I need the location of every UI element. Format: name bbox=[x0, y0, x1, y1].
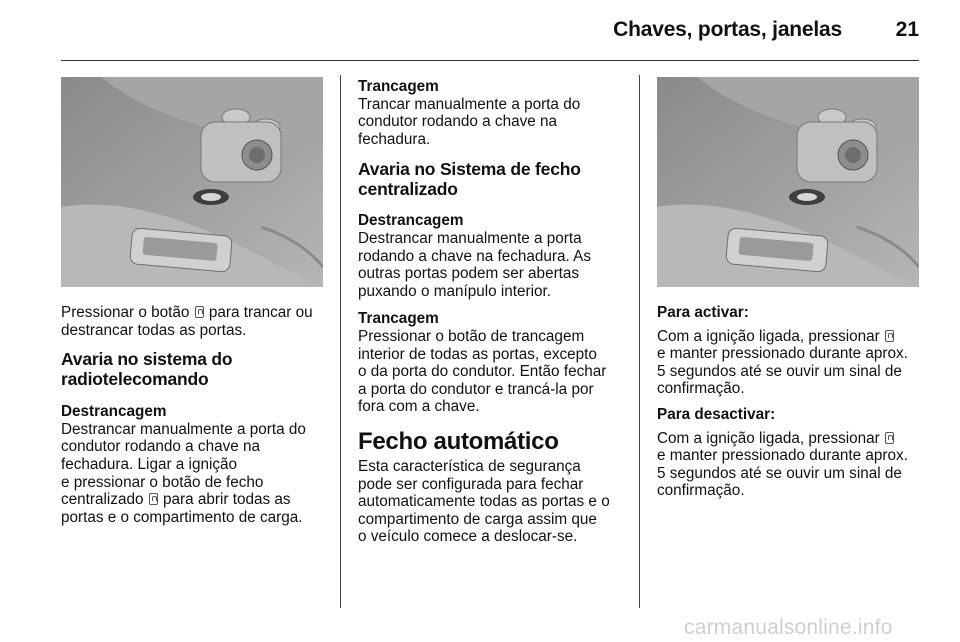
paragraph-auto-lock bbox=[358, 458, 633, 546]
subheading-unlocking: Destrancagem bbox=[358, 212, 464, 230]
lock-icon bbox=[195, 306, 204, 318]
overhead-console-drawing bbox=[61, 77, 323, 287]
text: Com a ignição ligada, pressionar bbox=[657, 429, 880, 447]
text: 5 segundos até se ouvir um sinal de bbox=[657, 464, 902, 482]
text: outras portas podem ser abertas bbox=[358, 265, 580, 283]
page-header bbox=[0, 0, 960, 60]
text: fechadura. bbox=[358, 130, 431, 148]
heading-remote-failure bbox=[61, 349, 336, 389]
lock-icon bbox=[885, 432, 894, 444]
right-column bbox=[657, 304, 932, 500]
text: interior de todas as portas, excepto bbox=[358, 345, 597, 363]
watermark: carmanualsonline.info bbox=[684, 616, 893, 639]
paragraph-locking-interior bbox=[358, 328, 633, 416]
text: automaticamente todas as portas e o bbox=[358, 493, 610, 511]
text: Trancar manualmente a porta do bbox=[358, 95, 581, 113]
heading-central-lock-failure bbox=[358, 159, 633, 199]
text: Com a ignição ligada, pressionar bbox=[657, 327, 880, 345]
paragraph-activate bbox=[657, 328, 932, 398]
left-column bbox=[61, 304, 336, 526]
text: para trancar ou bbox=[208, 304, 313, 321]
paragraph-unlocking-manual bbox=[358, 230, 633, 300]
heading-line: Avaria no sistema do bbox=[61, 349, 233, 370]
heading-line: Avaria no Sistema de fecho bbox=[358, 159, 581, 180]
text: centralizado bbox=[61, 491, 144, 509]
heading-line: centralizado bbox=[358, 179, 458, 200]
subheading-locking: Trancagem bbox=[358, 310, 439, 328]
lock-icon bbox=[885, 330, 894, 342]
text: e pressionar o botão de fecho bbox=[61, 473, 264, 491]
subheading-deactivate: Para desactivar: bbox=[657, 405, 776, 423]
middle-column bbox=[358, 78, 633, 546]
text: Esta característica de segurança bbox=[358, 457, 581, 475]
paragraph-locking-manual bbox=[358, 96, 633, 149]
lock-icon bbox=[149, 493, 158, 505]
text: condutor rodando a chave na bbox=[358, 113, 558, 131]
text: 5 segundos até se ouvir um sinal de bbox=[657, 362, 902, 380]
overhead-console-illustration-right bbox=[657, 77, 919, 287]
paragraph-unlocking bbox=[61, 421, 336, 527]
text: condutor rodando a chave na bbox=[61, 438, 261, 456]
heading-auto-lock: Fecho automático bbox=[358, 427, 559, 455]
text: e manter pressionado durante aprox. bbox=[657, 447, 908, 465]
text: o da porta do condutor. Então fechar bbox=[358, 363, 607, 381]
text: confirmação. bbox=[657, 380, 745, 398]
column-divider-left bbox=[340, 75, 341, 608]
paragraph-lock-button bbox=[61, 304, 336, 339]
text: portas e o compartimento de carga. bbox=[61, 508, 303, 526]
text: o veículo comece a deslocar-se. bbox=[358, 528, 578, 546]
paragraph-deactivate bbox=[657, 430, 932, 500]
text: e manter pressionado durante aprox. bbox=[657, 345, 908, 363]
text: compartimento de carga assim que bbox=[358, 510, 597, 528]
overhead-console-drawing bbox=[657, 77, 919, 287]
subheading-unlocking: Destrancagem bbox=[61, 403, 167, 421]
text: Destrancar manualmente a porta do bbox=[61, 420, 306, 438]
subheading-activate: Para activar: bbox=[657, 304, 749, 321]
overhead-console-illustration-left bbox=[61, 77, 323, 287]
text: confirmação. bbox=[657, 482, 745, 500]
text: Destrancar manualmente a porta bbox=[358, 229, 582, 247]
text: puxando o manípulo interior. bbox=[358, 282, 552, 300]
text: fora com a chave. bbox=[358, 398, 480, 416]
text: Pressionar o botão bbox=[61, 304, 190, 321]
subheading-locking: Trancagem bbox=[358, 78, 439, 95]
page-number: 21 bbox=[895, 18, 919, 41]
text: a porta do condutor e trancá-la por bbox=[358, 380, 594, 398]
page-title: Chaves, portas, janelas bbox=[613, 18, 842, 41]
text: destrancar todas as portas. bbox=[61, 321, 247, 339]
text: pode ser configurada para fechar bbox=[358, 475, 584, 493]
column-divider-right bbox=[639, 75, 640, 608]
text: Pressionar o botão de trancagem bbox=[358, 327, 585, 345]
text: fechadura. Ligar a ignição bbox=[61, 455, 238, 473]
text: para abrir todas as bbox=[162, 491, 291, 509]
header-rule bbox=[61, 60, 919, 61]
heading-line: radiotelecomando bbox=[61, 369, 209, 390]
text: rodando a chave na fechadura. As bbox=[358, 247, 592, 265]
